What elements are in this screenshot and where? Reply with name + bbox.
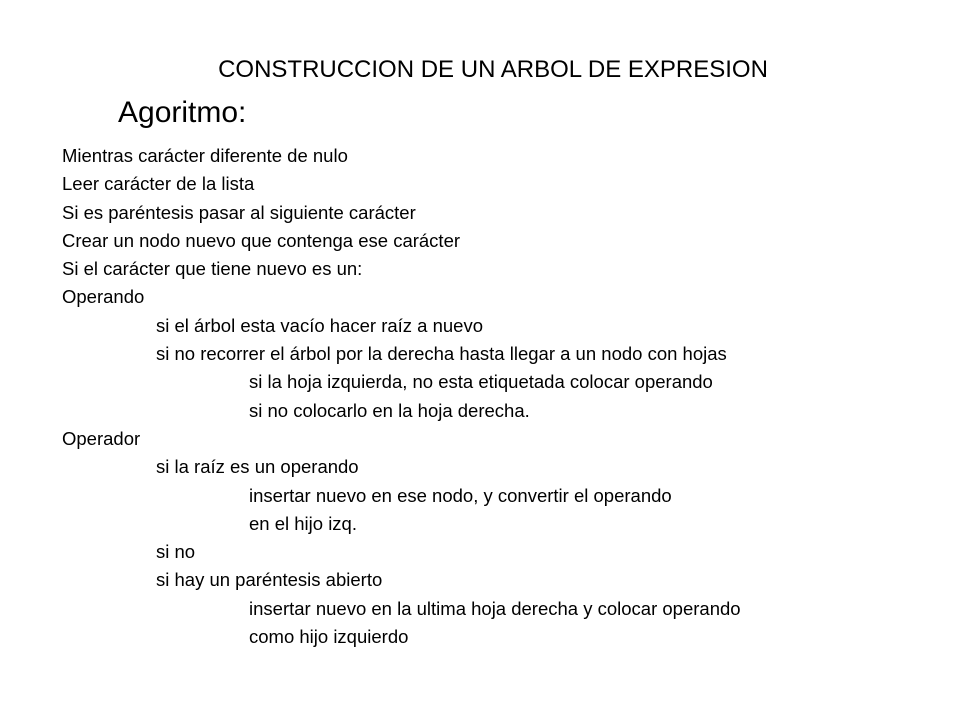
slide-title: CONSTRUCCION DE UN ARBOL DE EXPRESION bbox=[218, 56, 768, 83]
algorithm-steps bbox=[62, 142, 741, 651]
algorithm-line: si no recorrer el árbol por la derecha hasta llegar a un nodo con hojas bbox=[156, 343, 727, 365]
algorithm-line: si no bbox=[156, 541, 196, 563]
algorithm-line: Si el carácter que tiene nuevo es un: bbox=[62, 258, 363, 280]
algorithm-line: Si es paréntesis pasar al siguiente carácter bbox=[62, 201, 416, 223]
algorithm-line: si la raíz es un operando bbox=[156, 456, 359, 478]
algorithm-line: Crear un nodo nuevo que contenga ese carácter bbox=[62, 229, 461, 251]
slide-subtitle: Agoritmo: bbox=[118, 96, 247, 129]
algorithm-line: Leer carácter de la lista bbox=[62, 173, 255, 195]
algorithm-line: Operando bbox=[62, 286, 145, 308]
algorithm-line: si la hoja izquierda, no esta etiquetada colocar operando bbox=[249, 371, 713, 393]
algorithm-line: si no colocarlo en la hoja derecha. bbox=[249, 399, 530, 421]
algorithm-line: insertar nuevo en ese nodo, y convertir el operando bbox=[249, 484, 672, 506]
algorithm-line: insertar nuevo en la ultima hoja derecha y colocar operando bbox=[249, 597, 741, 619]
algorithm-line: si el árbol esta vacío hacer raíz a nuevo bbox=[156, 314, 484, 336]
algorithm-line: si hay un paréntesis abierto bbox=[156, 569, 383, 591]
algorithm-line: como hijo izquierdo bbox=[249, 626, 409, 648]
algorithm-line: en el hijo izq. bbox=[249, 512, 357, 534]
algorithm-line: Operador bbox=[62, 427, 141, 449]
algorithm-line: Mientras carácter diferente de nulo bbox=[62, 145, 348, 166]
